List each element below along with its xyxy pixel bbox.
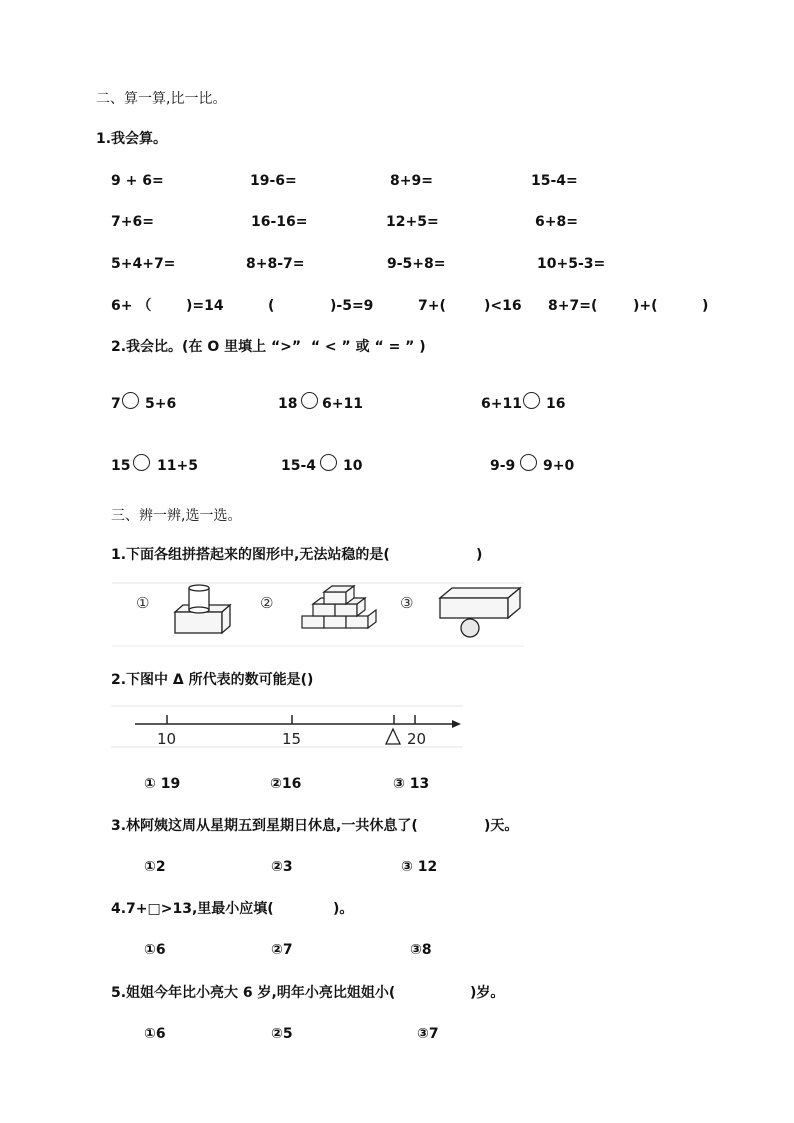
calc-item: 6+8=	[535, 214, 578, 230]
compare-right: 16	[546, 396, 566, 412]
calc-item: 9-5+8=	[387, 256, 446, 272]
compare-left: 15	[111, 458, 131, 474]
option[interactable]: ②7	[271, 942, 293, 958]
option[interactable]: ②5	[271, 1026, 293, 1042]
choice-question-4-close: )。	[333, 901, 354, 917]
compare-circle[interactable]	[520, 454, 537, 471]
stacking-shapes-figure	[112, 578, 524, 650]
tick-label-15: 15	[282, 730, 302, 748]
choice-question-3: 3.林阿姨这周从星期五到星期日休息,一共休息了(	[111, 818, 418, 834]
option[interactable]: ③ 12	[401, 859, 438, 875]
choice-question-2: 2.下图中 Δ 所代表的数可能是()	[111, 672, 314, 688]
option[interactable]: ②3	[271, 859, 293, 875]
calc-item: 5+4+7=	[111, 256, 176, 272]
compare-circle[interactable]	[133, 454, 150, 471]
choice-question-1-close: )	[476, 547, 483, 563]
calc-item: 8+8-7=	[246, 256, 305, 272]
arrow-head-icon	[452, 720, 461, 728]
option[interactable]: ③8	[410, 942, 432, 958]
option[interactable]: ① 19	[144, 776, 181, 792]
question-2-title: 2.我会比。(在 O 里填上 “>” “ < ” 或 “ = ” )	[111, 339, 426, 355]
compare-circle[interactable]	[122, 392, 139, 409]
tick-label-10: 10	[157, 730, 177, 748]
option[interactable]: ①2	[144, 859, 166, 875]
fill-blank-close: )=14	[186, 298, 224, 314]
fill-blank-close: )<16	[484, 298, 522, 314]
fill-blank-close: )+(	[633, 298, 658, 314]
option[interactable]: ③ 13	[393, 776, 430, 792]
calc-item: 9 + 6=	[111, 173, 164, 189]
compare-left: 9-9	[490, 458, 516, 474]
compare-left: 7	[111, 396, 121, 412]
calc-item: 19-6=	[250, 173, 297, 189]
choice-question-5-close: )岁。	[470, 985, 505, 1001]
compare-left: 18	[278, 396, 298, 412]
option[interactable]: ②16	[270, 776, 302, 792]
fill-blank-close: )-5=9	[330, 298, 374, 314]
choice-question-5: 5.姐姐今年比小亮大 6 岁,明年小亮比姐姐小(	[111, 985, 396, 1001]
compare-right: 9+0	[543, 458, 575, 474]
compare-circle[interactable]	[523, 392, 540, 409]
fill-blank-open: 7+(	[418, 298, 446, 314]
fill-blank-open: (	[268, 298, 275, 314]
fill-blank-open: 6+ （	[111, 298, 152, 314]
choice-question-3-close: )天。	[484, 818, 519, 834]
question-1-title: 1.我会算。	[96, 131, 168, 147]
calc-item: 10+5-3=	[537, 256, 606, 272]
triangle-icon	[386, 729, 400, 744]
figure-mark-1: ①	[136, 594, 150, 612]
calc-item: 16-16=	[251, 214, 308, 230]
option[interactable]: ①6	[144, 1026, 166, 1042]
compare-right: 5+6	[145, 396, 177, 412]
section-2-title: 二、算一算,比一比。	[96, 91, 227, 107]
compare-right: 10	[343, 458, 363, 474]
compare-circle[interactable]	[301, 392, 318, 409]
number-line-figure	[111, 702, 466, 750]
compare-right: 11+5	[157, 458, 198, 474]
tick-label-20: 20	[407, 730, 427, 748]
section-3-title: 三、辨一辨,选一选。	[111, 508, 242, 524]
compare-circle[interactable]	[320, 454, 337, 471]
compare-left: 15-4	[281, 458, 317, 474]
figure-mark-3: ③	[400, 594, 414, 612]
choice-question-4: 4.7+□>13,里最小应填(	[111, 901, 274, 917]
compare-right: 6+11	[322, 396, 363, 412]
compare-left: 6+11	[481, 396, 522, 412]
option[interactable]: ③7	[417, 1026, 439, 1042]
fill-blank-open: 8+7=(	[548, 298, 598, 314]
calc-item: 7+6=	[111, 214, 154, 230]
fill-blank-close: )	[702, 298, 709, 314]
figure-mark-2: ②	[260, 594, 274, 612]
calc-item: 15-4=	[531, 173, 578, 189]
calc-item: 8+9=	[390, 173, 433, 189]
choice-question-1: 1.下面各组拼搭起来的图形中,无法站稳的是(	[111, 547, 390, 563]
option[interactable]: ①6	[144, 942, 166, 958]
calc-item: 12+5=	[386, 214, 439, 230]
